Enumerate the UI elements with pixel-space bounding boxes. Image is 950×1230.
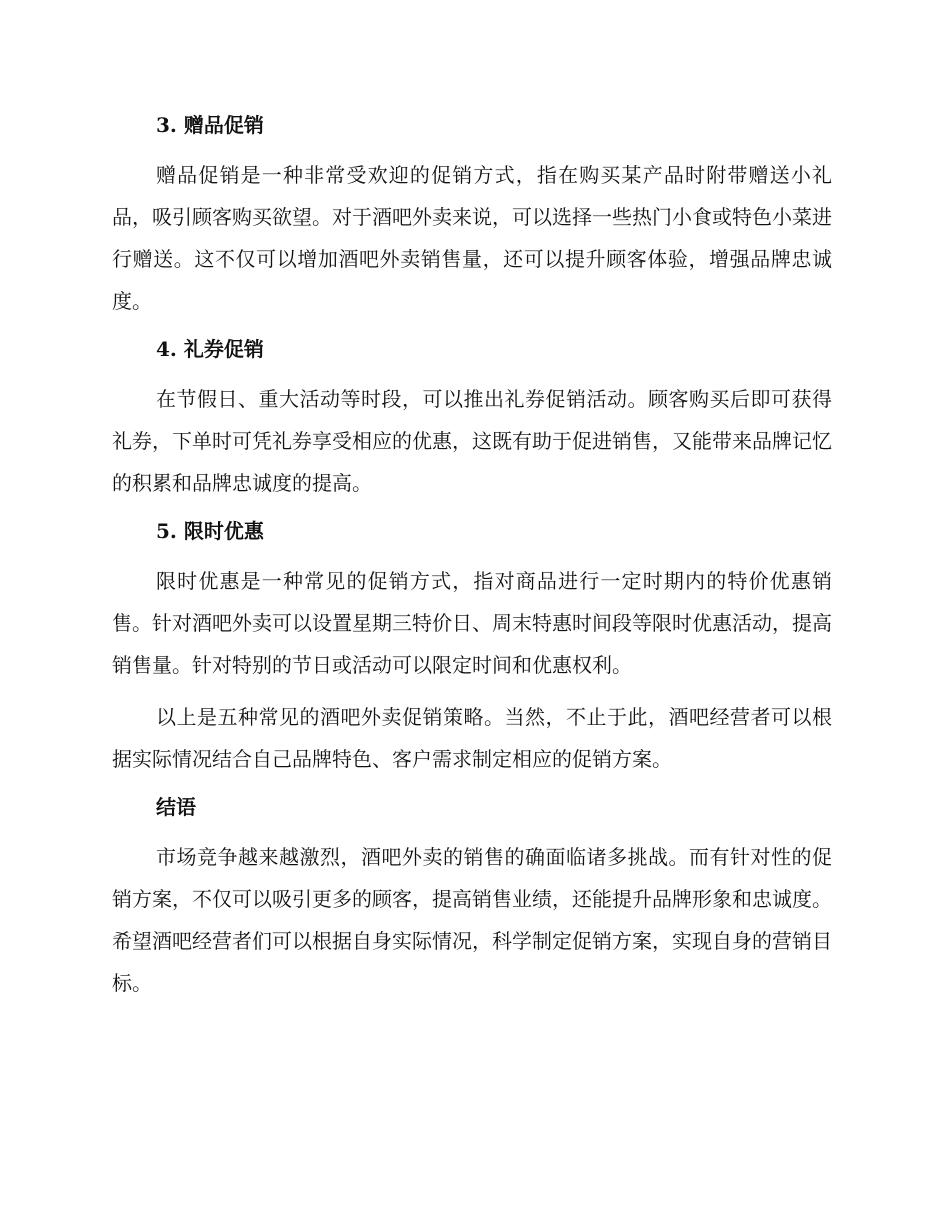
document-body: [112, 108, 832, 1014]
section-heading-voucher-promotion: 4. 礼券促销: [156, 337, 264, 361]
paragraph-gift-promotion: 赠品促销是一种非常受欢迎的促销方式，指在购买某产品时附带赠送小礼品，吸引顾客购买欲望。对于酒吧外卖来说，可以选择一些热门小食或特色小菜进行赠送。这不仅可以增加酒吧外卖销售量，还可以提升顾客体验，增强品牌忠诚度。: [112, 163, 832, 313]
section-heading-conclusion: 结语: [156, 795, 196, 819]
paragraph-summary: 以上是五种常见的酒吧外卖促销策略。当然，不止于此，酒吧经营者可以根据实际情况结合自己品牌特色、客户需求制定相应的促销方案。: [112, 705, 832, 771]
paragraph-limited-time-offer: 限时优惠是一种常见的促销方式，指对商品进行一定时期内的特价优惠销售。针对酒吧外卖可以设置星期三特价日、周末特惠时间段等限时优惠活动，提高销售量。针对特别的节日或活动可以限定时间和优惠权利。: [112, 569, 832, 677]
section-heading-limited-time-offer: 5. 限时优惠: [156, 519, 264, 543]
paragraph-voucher-promotion: 在节假日、重大活动等时段，可以推出礼券促销活动。顾客购买后即可获得礼券，下单时可凭礼券享受相应的优惠，这既有助于促进销售，又能带来品牌记忆的积累和品牌忠诚度的提高。: [112, 387, 832, 495]
paragraph-conclusion: 市场竞争越来越激烈，酒吧外卖的销售的确面临诸多挑战。而有针对性的促销方案，不仅可以吸引更多的顾客，提高销售业绩，还能提升品牌形象和忠诚度。希望酒吧经营者们可以根据自身实际情况，科学制定促销方案，实现自身的营销目标。: [112, 845, 832, 995]
section-heading-gift-promotion: 3. 赠品促销: [156, 113, 264, 137]
